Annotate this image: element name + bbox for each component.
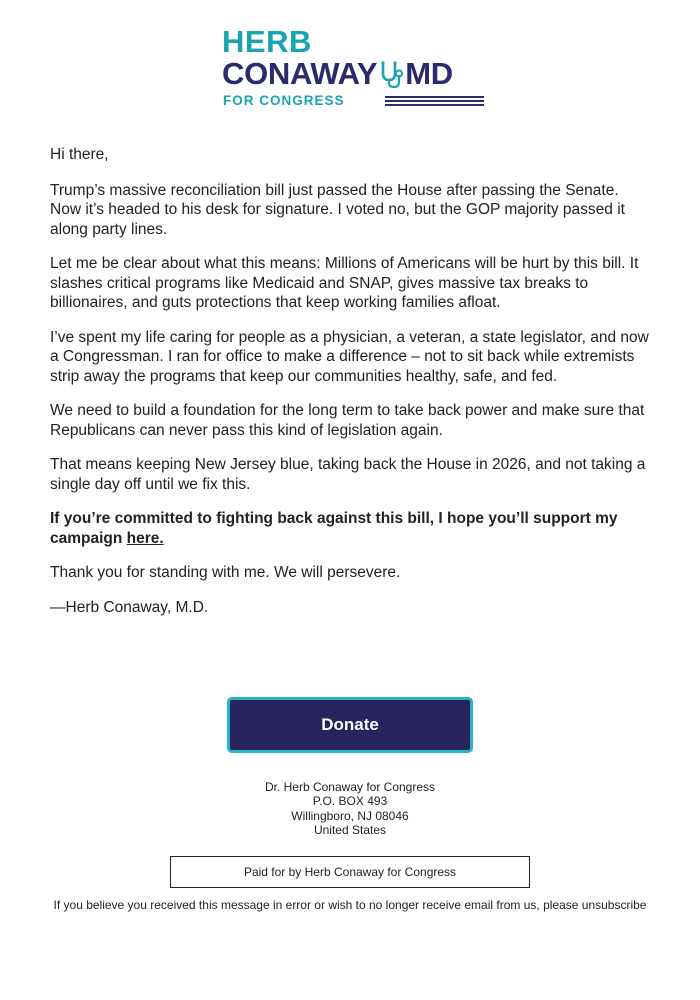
signature: —Herb Conaway, M.D. <box>50 598 209 616</box>
unsubscribe-notice[interactable]: If you believe you received this message in error or wish to no longer receive email from us, please unsubscribe <box>53 898 647 912</box>
logo-first-name: HERB <box>222 24 312 59</box>
address-line: United States <box>313 822 387 837</box>
stethoscope-icon <box>378 59 404 89</box>
greeting: Hi there, <box>50 146 109 163</box>
paragraph-5: That means keeping New Jersey blue, taking back the House in 2026, and not taking a single day off until we fix this. <box>50 456 646 493</box>
paragraph-2: Let me be clear about what this means: Millions of Americans will be hurt by this bill. It slashes critical programs like Medicaid and SNAP, gives massive tax breaks to billionaires, and guts protections that keep working families afloat. <box>50 255 639 311</box>
call-to-action <box>50 509 650 548</box>
address-line: Willingboro, NJ 08046 <box>291 808 409 823</box>
mailing-address <box>200 780 500 837</box>
paragraph-4: We need to build a foundation for the long term to take back power and make sure that Republicans can never pass this kind of legislation again. <box>50 402 645 439</box>
email-body <box>50 145 650 632</box>
logo-last-name-row <box>222 58 453 89</box>
logo-last-name: CONAWAY <box>222 56 378 91</box>
logo-decorative-lines <box>385 96 484 108</box>
paragraph-3: I’ve spent my life caring for people as a physician, a veteran, a state legislator, and now a Congressman. I ran for office to make a difference – not to sit back while extremists strip away the programs that keep our communities healthy, safe, and fed. <box>50 328 649 385</box>
donate-button[interactable]: Donate <box>227 697 473 753</box>
cta-link[interactable]: here. <box>126 529 164 547</box>
paragraph-1: Trump’s massive reconciliation bill just passed the House after passing the Senate. Now it’s headed to his desk for signature. I voted no, but the GOP majority passed it along party lines. <box>50 181 625 238</box>
cta-text: If you’re committed to fighting back against this bill, I hope you’ll support my campaign <box>50 510 618 547</box>
address-line: P.O. BOX 493 <box>312 794 388 809</box>
logo-suffix: MD <box>405 56 453 91</box>
thanks-line: Thank you for standing with me. We will persevere. <box>50 564 401 581</box>
logo-tagline: FOR CONGRESS <box>223 93 345 108</box>
campaign-logo <box>222 26 484 112</box>
paid-for-disclaimer: Paid for by Herb Conaway for Congress <box>170 856 530 888</box>
address-line: Dr. Herb Conaway for Congress <box>264 780 436 794</box>
